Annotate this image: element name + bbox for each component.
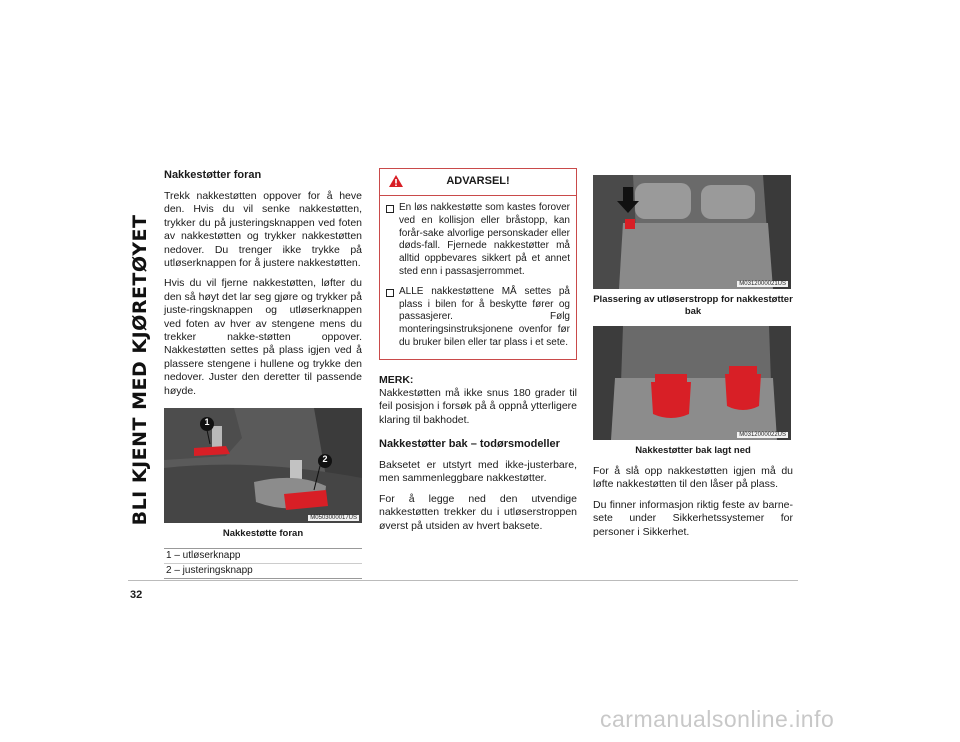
paragraph: For å slå opp nakkestøtten igjen må du løfte nakkestøtten til den låser på plass. [593,465,793,491]
paragraph: Trekk nakkestøtten oppover for å heve den. Hvis du vil senke nakkestøtten, trykker du på justeringsknappen ved foten av nakkestøtten og trykker nakkestøtten nedover. Du trenger ikke trykke på utløserknappen for å justere nakkestøtten. [164,190,362,270]
column-3 [593,175,793,546]
figure-front-headrest [164,408,362,523]
figure-code: M0312000021US [739,281,786,287]
legend-item: 2 – justeringsknapp [166,565,253,577]
side-chapter-title [120,160,160,580]
warning-item-text: En løs nakkestøtte som kastes forover ved en kollisjon eller bråstopp, kan forår-sake alvorlige personskader eller døds-fall. Fjernede nakkestøtter må alltid oppbevares sikkert på et annet sted enn i passasjerrommet. [399,202,570,277]
side-chapter-title-text: BLI KJENT MED KJØRETØYET [129,214,151,526]
front-headrest-illustration [164,408,362,523]
callout-2: 2 [322,454,328,465]
paragraph: Hvis du vil fjerne nakkestøtten, løfter du den så høyt det lar seg gjøre og trykker på juste-ringsknappen og utløserknappen ved foten av hver av stengene mens du trekker nakke-støtten oppover. Nakkestøtten settes på plass igjen ved å plassere stengene i hullene og trykke den nedover. Juster den deretter til passende høyde. [164,277,362,397]
note-label: MERK: [379,373,414,386]
rear-strap-illustration [593,175,791,289]
figure-code: M0312000022US [739,432,786,438]
bullet-box-icon [386,289,394,297]
figure-caption: Plassering av utløserstropp for nakkestøtter bak [593,294,793,317]
warning-box [379,168,577,360]
warning-item-text: ALLE nakkestøttene MÅ settes på plass i bilen for å beskytte fører og passasjerer. Følg monteringsinstruksjonene ovenfor før du bruker bilen eller tar plass i et sete. [399,285,570,348]
warning-header [380,169,576,196]
paragraph: Du finner informasjon riktig feste av barne-sete under Sikkerhetssystemer for personer i Sikkerhet. [593,498,793,538]
figure-caption: Nakkestøtter bak lagt ned [635,445,751,456]
footer-rule [128,580,798,581]
section-heading-front: Nakkestøtter foran [164,169,262,181]
legend-item: 1 – utløserknapp [164,549,362,564]
column-2 [379,168,577,540]
figure-rear-folded [593,326,791,440]
page-number: 32 [130,589,143,601]
warning-title: ADVARSEL! [446,175,510,187]
note-text: Nakkestøtten må ikke snus 180 grader til feil posisjon i forsøk på å oppnå ytterligere klaring til bakhodet. [379,386,577,426]
warning-item [386,286,570,350]
figure-rear-strap [593,175,791,289]
callout-1: 1 [204,417,210,428]
figure-legend [164,548,362,579]
warning-item [386,202,570,279]
warning-list [380,196,576,359]
watermark: carmanualsonline.info [600,706,835,732]
rear-folded-illustration [593,326,791,440]
paragraph: For å legge ned den utvendige nakkestøtten trekker du i utløserstroppen øverst på utsiden av hvert baksete. [379,492,577,532]
figure-caption: Nakkestøtte foran [222,528,304,540]
figure-code: M0503000017US [310,515,357,522]
column-1 [164,168,362,579]
section-heading-rear: Nakkestøtter bak – todørsmodeller [379,437,560,450]
bullet-box-icon [386,205,394,213]
paragraph: Baksetet er utstyrt med ikke-justerbare, men sammenleggbare nakkestøtter. [379,458,577,485]
